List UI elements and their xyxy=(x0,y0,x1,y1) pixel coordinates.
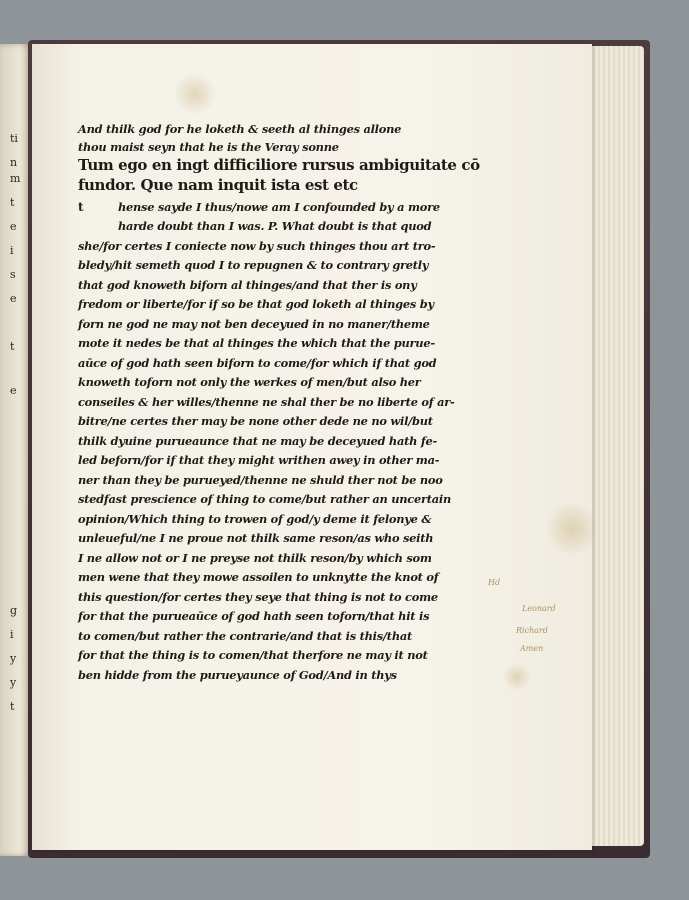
body-line: knoweth toforn not only the werkes of men/but also her xyxy=(78,375,421,389)
body-line: conseiles & her willes/thenne ne shal ther be no liberte of ar- xyxy=(78,395,455,409)
body-line: for that the purueaūce of god hath seen toforn/that hit is xyxy=(78,609,430,623)
body-line: aūce of god hath seen biforn to come/for which if that god xyxy=(78,356,437,370)
margin-note: Amen xyxy=(520,644,544,653)
body-line: fredom or liberte/for if so be that god loketh al thinges by xyxy=(78,297,434,311)
facing-page-marks xyxy=(2,44,30,856)
body-line: opinion/Which thing to trowen of god/y deme it felonye & xyxy=(78,512,432,526)
body-line: mote it nedes be that al thinges the which that the purue- xyxy=(78,336,435,350)
body-line: for that the thing is to comen/that therfore ne may it not xyxy=(78,648,428,662)
facing-mark: y xyxy=(10,652,17,665)
body-line: bitre/ne certes ther may be none other dede ne no wil/but xyxy=(78,414,433,428)
facing-mark: ti xyxy=(10,132,18,145)
body-line: forn ne god ne may not ben deceyued in no maner/theme xyxy=(78,317,430,331)
stain xyxy=(502,664,532,690)
facing-mark: y xyxy=(10,676,17,689)
facing-mark: e xyxy=(10,292,17,305)
body-line: bledy/hit semeth quod I to repugnen & to contrary gretly xyxy=(78,258,429,272)
body-line: ben hidde from the purueyaunce of God/And in thys xyxy=(78,668,397,682)
body-line: stedfast prescience of thing to come/but rather an uncertain xyxy=(78,492,451,506)
body-line: she/for certes I coniecte now by such thinges thou art tro- xyxy=(78,239,436,253)
stain xyxy=(542,504,602,554)
body-line: men wene that they mowe assoilen to unknytte the knot of xyxy=(78,570,439,584)
body-line: unleueful/ne I ne proue not thilk same reson/as who seith xyxy=(78,531,434,545)
facing-mark: e xyxy=(10,220,17,233)
body-line: this question/for certes they seye that thing is not to come xyxy=(78,590,438,604)
facing-mark: n xyxy=(10,156,18,169)
body-line: thilk dyuine purueaunce that ne may be deceyued hath fe- xyxy=(78,434,437,448)
facing-mark: t xyxy=(10,340,15,353)
body-line: to comen/but rather the contrarie/and that is this/that xyxy=(78,629,412,643)
text-line: thou maist seyn that he is the Veray sonne xyxy=(78,140,339,154)
paragraph-marker: t xyxy=(78,200,84,214)
body-line: ner than they be purueyed/thenne ne shuld ther not be noo xyxy=(78,473,443,487)
facing-mark: i xyxy=(10,244,14,257)
margin-note: Leonard xyxy=(522,604,556,613)
margin-note: Richard xyxy=(516,626,548,635)
margin-note: Hd xyxy=(488,578,501,587)
stain xyxy=(172,74,218,114)
facing-mark: s xyxy=(10,268,16,281)
facing-mark: e xyxy=(10,384,17,397)
latin-heading: fundor. Que nam inquit ista est etc xyxy=(78,176,358,194)
body-line: I ne allow not or I ne preyse not thilk reson/by which som xyxy=(78,551,432,565)
latin-heading: Tum ego en ingt difficiliore rursus ambiguitate cō xyxy=(78,156,480,174)
body-line: hense sayde I thus/nowe am I confounded by a more xyxy=(118,200,440,214)
facing-mark: t xyxy=(10,700,15,713)
body-line: harde doubt than I was. P. What doubt is that quod xyxy=(118,219,432,233)
body-line: that god knoweth biforn al thinges/and that ther is ony xyxy=(78,278,417,292)
text-line: And thilk god for he loketh & seeth al thinges allone xyxy=(78,122,402,136)
facing-mark: t xyxy=(10,196,15,209)
facing-mark: g xyxy=(10,604,18,617)
facing-mark: i xyxy=(10,628,14,641)
body-line: led beforn/for if that they might writhen awey in other ma- xyxy=(78,453,440,467)
facing-mark: m xyxy=(10,172,21,185)
